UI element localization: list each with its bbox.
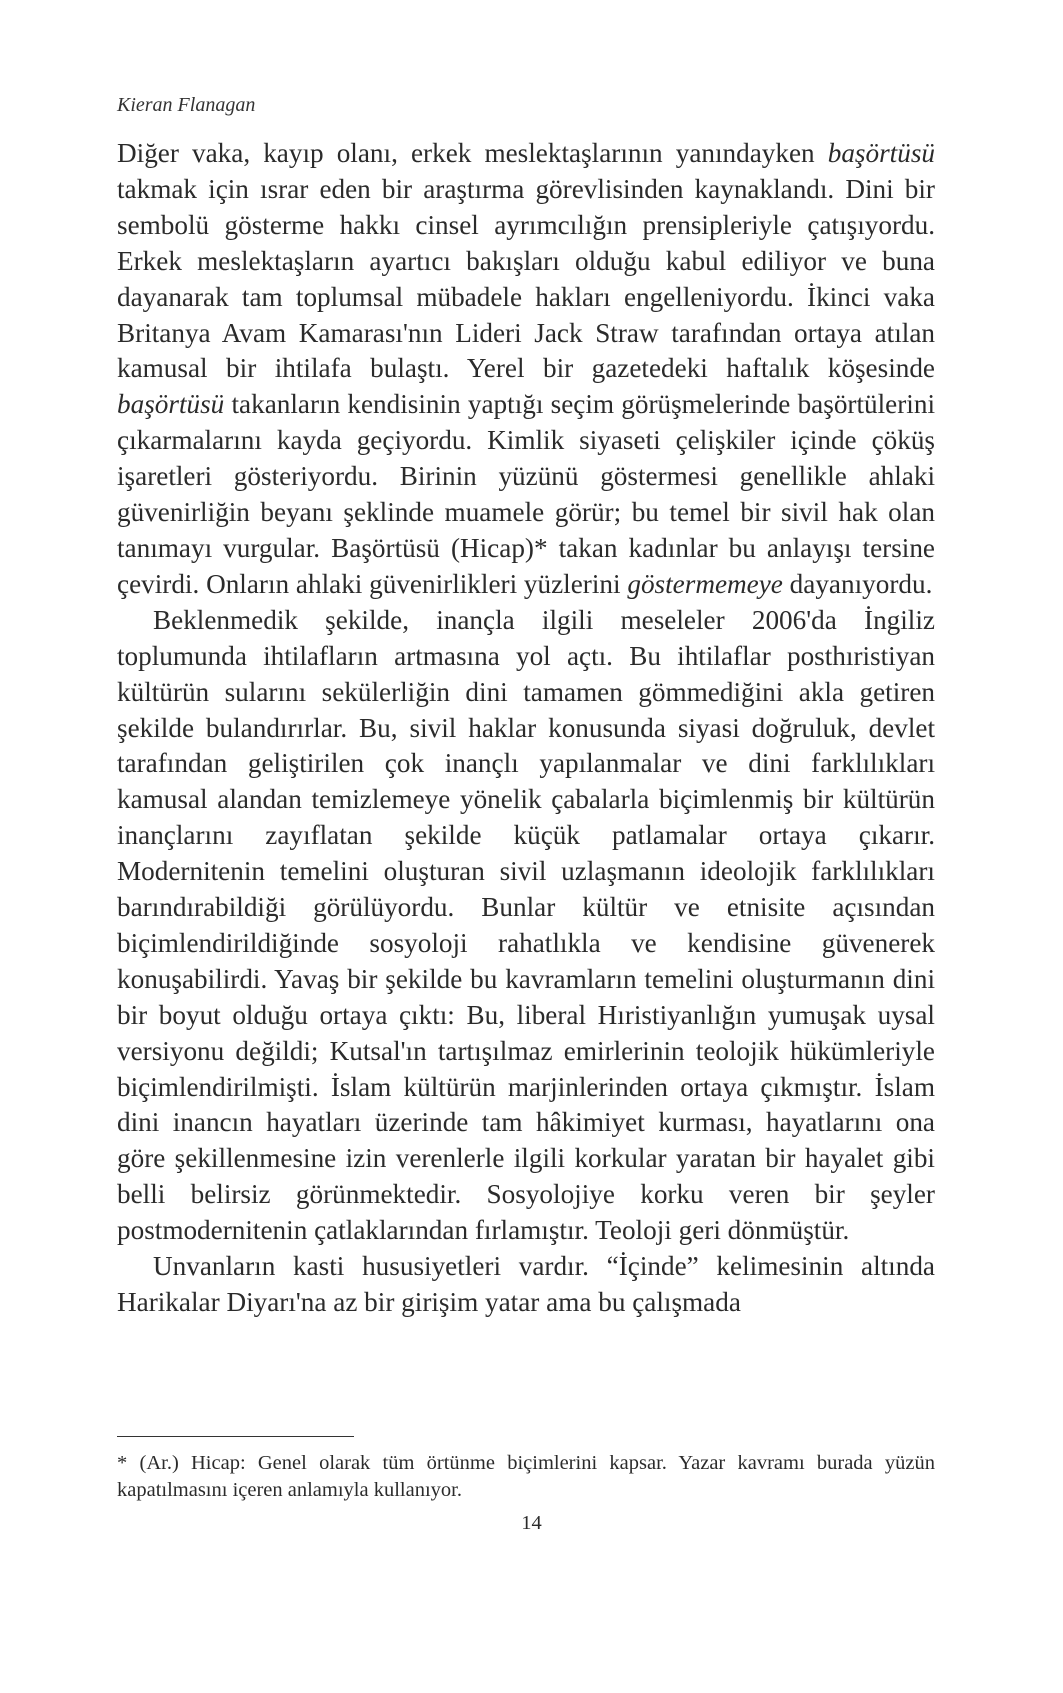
text-segment: Beklenmedik şekilde, inançla ilgili meseleler 2006'da İngiliz toplumunda ihtilafların artmasına yol açtı. Bu ihtilaflar posthıristiyan kültürün sularını sekülerliğin dini tamamen gömmediğini akla getiren şekilde bulandırırlar. Bu, sivil haklar konusunda siyasi doğruluk, devlet tarafından geliştirilen çok inançlı yapılanmalar ve dini farklılıkları kamusal alandan temizlemeye yönelik çabalarla biçimlenmiş bir kültürün inançlarını zayıflatan şekilde küçük patlamalar ortaya çıkarır. Modernitenin temelini oluşturan sivil uzlaşmanın ideolojik farklılıkları barındırabildiği görülüyordu. Bunlar kültür ve etnisite açısından biçimlendirildiğinde sosyoloji rahatlıkla ve kendisine güvenerek konuşabilirdi. Yavaş bir şekilde bu kavramların temelini oluşturmanın dini bir boyut olduğu ortaya çıktı: Bu, liberal Hıristiyanlığın yumuşak uysal versiyonu değildi; Kutsal'ın tartışılmaz emirlerinin teolojik hükümleriyle biçimlendirilmişti. İslam kültürün marjinlerinden ortaya çıkmıştır. İslam dini inancın hayatları üzerinde tam hâkimiyet kurması, hayatlarını ona göre şekillenmesine izin verenlerle ilgili korkular yaratan bir hayalet gibi belli belirsiz görünmektedir. Sosyolojiye korku veren bir şeyler postmodernitenin çatlaklarından fırlamıştır. Teoloji geri dönmüştür.: [117, 604, 935, 1246]
italic-term: başörtüsü: [827, 138, 935, 168]
text-segment: takmak için ısrar eden bir araştırma görevlisinden kaynaklandı. Dini bir sembolü gösterme hakkı cinsel ayrımcılığın prensipleriyle çatışıyordu. Erkek meslektaşların ayartıcı bakışları olduğu kabul ediliyor ve buna dayanarak tam toplumsal mübadele hakları engelleniyordu. İkinci vaka Britanya Avam Kamarası'nın Lideri Jack Straw tarafından ortaya atılan kamusal bir ihtilafa bulaştı. Yerel bir gazetedeki haftalık köşesinde: [117, 173, 935, 384]
running-head: Kieran Flanagan: [117, 94, 256, 116]
paragraph-1: [117, 136, 935, 603]
text-segment: Diğer vaka, kayıp olanı, erkek meslektaşlarının yanındayken: [117, 138, 828, 168]
italic-term: başörtüsü: [117, 389, 225, 420]
footnote: * (Ar.) Hicap: Genel olarak tüm örtünme biçimlerini kapsar. Yazar kavramı burada yüzün kapatılmasını içeren anlamıyla kullanıyor.: [117, 1452, 935, 1501]
text-segment: takanların kendisinin yaptığı seçim görüşmelerinde başörtülerini çıkarmalarını kayda geçiyordu. Kimlik siyaseti çelişkiler içinde çöküş işaretleri gösteriyordu. Birinin yüzünü göstermesi genellikle ahlaki güvenirliğin beyanı şeklinde muamele görür; bu temel bir sivil hak olan tanımayı vurgular. Başörtüsü (Hicap)* takan kadınlar bu anlayışı tersine çevirdi. Onların ahlaki güvenirlikleri yüzlerini: [117, 389, 935, 599]
italic-term: göstermemeye: [627, 568, 783, 599]
body-text: [117, 136, 935, 1321]
footnote-divider: [117, 1436, 354, 1437]
paragraph-2: [117, 603, 935, 1249]
page-number: 14: [521, 1512, 542, 1534]
paragraph-3: [117, 1249, 935, 1321]
text-segment: Unvanların kasti hususiyetleri vardır. “İçinde” kelimesinin altında Harikalar Diyarı'na az bir girişim yatar ama bu çalışmada: [117, 1251, 935, 1317]
text-segment: dayanıyordu.: [782, 568, 933, 599]
